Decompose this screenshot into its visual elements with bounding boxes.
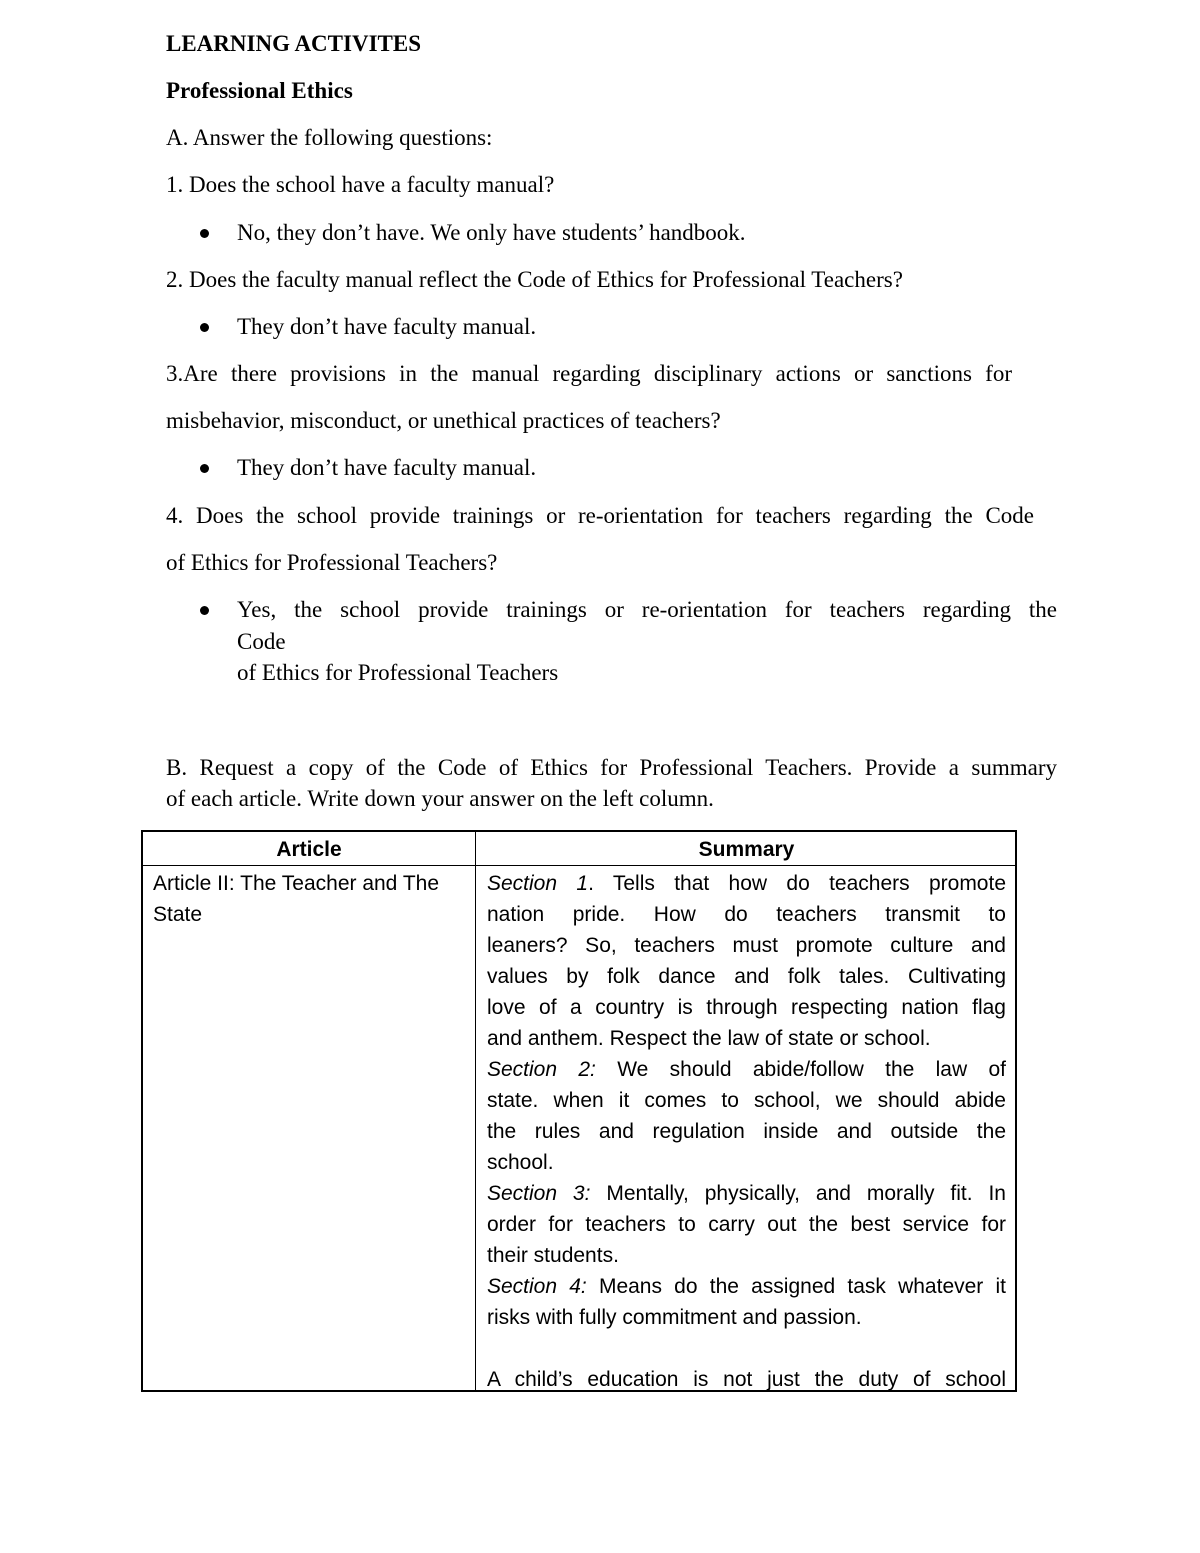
summary-text: Mentally, physically, and morally fit. In: [590, 1182, 1006, 1205]
bullet-icon: [200, 606, 209, 615]
question-4-line-2: of Ethics for Professional Teachers?: [166, 550, 498, 575]
answer-4-line-3: of Ethics for Professional Teachers: [237, 660, 559, 685]
answer-2: They don’t have faculty manual.: [237, 314, 537, 339]
summary-line: love of a country is through respecting nation flag: [487, 996, 1006, 1019]
question-3-line-1: 3.Are there provisions in the manual regarding disciplinary actions or sanctions for: [166, 361, 1012, 386]
section-label: Section 2:: [487, 1058, 596, 1081]
bullet-icon: [200, 464, 209, 473]
summary-text: Means do the assigned task whatever it: [586, 1275, 1006, 1298]
summary-text: . Tells that how do teachers promote: [588, 872, 1006, 895]
section-label: Section 3:: [487, 1182, 591, 1205]
summary-text: We should abide/follow the law of: [595, 1058, 1006, 1081]
summary-line: state. when it comes to school, we should abide: [487, 1089, 1006, 1112]
summary-line: A child’s education is not just the duty of school: [487, 1368, 1006, 1391]
bullet-icon: [200, 323, 209, 332]
bullet-icon: [200, 229, 209, 238]
summary-line: and anthem. Respect the law of state or school.: [487, 1027, 931, 1050]
section-label: Section 1: [487, 872, 589, 895]
summary-line: leaners? So, teachers must promote culture and: [487, 934, 1006, 957]
answer-4-line-1: Yes, the school provide trainings or re-orientation for teachers regarding the: [237, 597, 1057, 622]
header-article: Article: [276, 838, 342, 861]
header-summary: Summary: [698, 838, 795, 861]
page-heading: LEARNING ACTIVITES: [166, 31, 421, 56]
answer-1: No, they don’t have. We only have students’ handbook.: [237, 220, 746, 245]
summary-line: [487, 868, 1006, 899]
article-cell: Article II: The Teacher and The State: [153, 872, 440, 926]
summary-table: [141, 830, 1017, 1392]
summary-line: risks with fully commitment and passion.: [487, 1306, 862, 1329]
summary-line: nation pride. How do teachers transmit to: [487, 903, 1006, 926]
section-label: Section 4:: [487, 1275, 587, 1298]
summary-line: their students.: [487, 1244, 619, 1267]
question-1: 1. Does the school have a faculty manual?: [166, 172, 555, 197]
part-b-instruction-line-2: of each article. Write down your answer on the left column.: [166, 786, 714, 811]
summary-line: values by folk dance and folk tales. Cultivating: [487, 965, 1006, 988]
summary-line: [487, 1178, 1006, 1209]
part-a-instruction: A. Answer the following questions:: [166, 125, 493, 150]
summary-line: [487, 1054, 1006, 1085]
answer-4-line-2: Code: [237, 629, 286, 654]
answer-3: They don’t have faculty manual.: [237, 455, 537, 480]
summary-line: school.: [487, 1151, 554, 1174]
question-3-line-2: misbehavior, misconduct, or unethical practices of teachers?: [166, 408, 721, 433]
summary-line: order for teachers to carry out the best service for: [487, 1213, 1006, 1236]
question-2: 2. Does the faculty manual reflect the Code of Ethics for Professional Teachers?: [166, 267, 903, 292]
summary-line: [487, 1271, 1006, 1302]
question-4-line-1: 4. Does the school provide trainings or re-orientation for teachers regarding the Code: [166, 503, 1034, 528]
header-divider: [143, 865, 1015, 866]
part-b-instruction-line-1: B. Request a copy of the Code of Ethics for Professional Teachers. Provide a summary: [166, 755, 1057, 780]
column-divider: [475, 832, 476, 1390]
summary-line: the rules and regulation inside and outside the: [487, 1120, 1006, 1143]
page-subheading: Professional Ethics: [166, 78, 353, 103]
